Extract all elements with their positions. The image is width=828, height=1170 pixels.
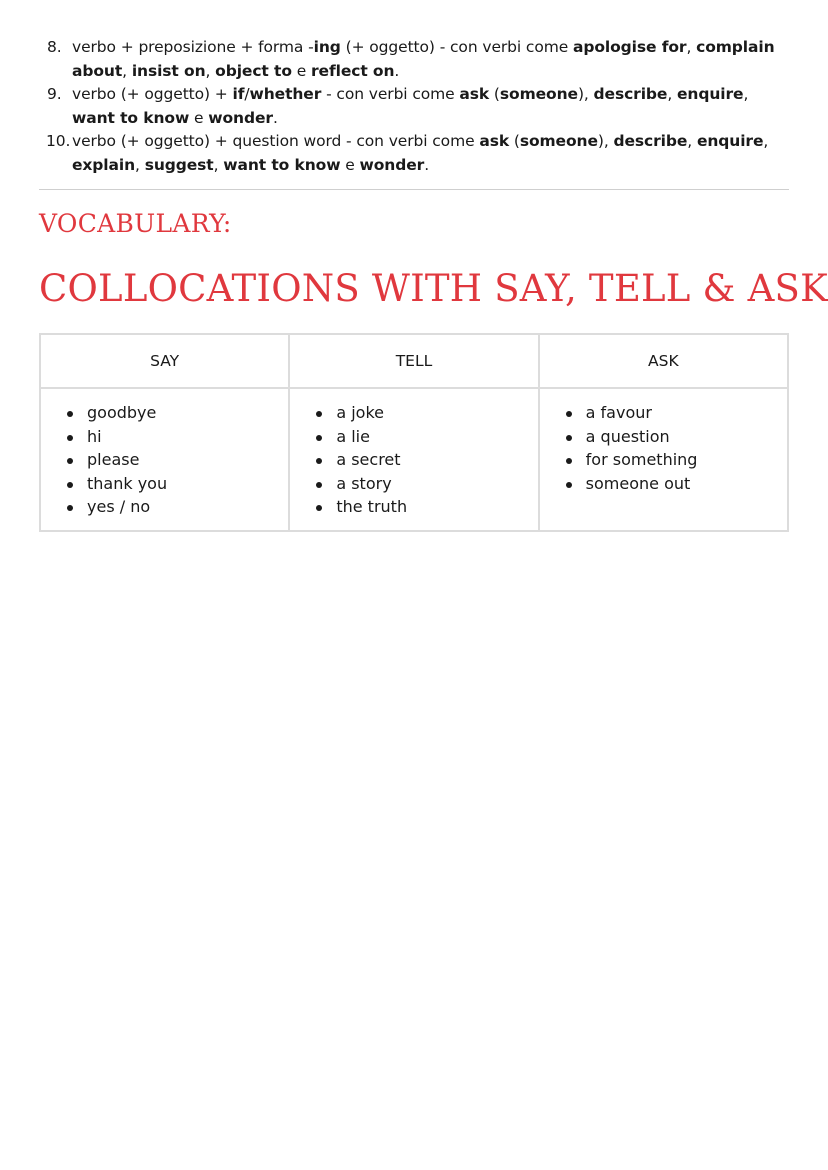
say-list <box>41 401 288 519</box>
ask-cell <box>539 388 788 531</box>
rule-keyword: enquire <box>696 132 764 150</box>
rule-item <box>39 130 789 177</box>
collocations-table <box>39 333 789 532</box>
rule-keyword: reflect on <box>311 61 395 80</box>
rule-segment: , <box>686 38 697 56</box>
rule-keyword: ask <box>479 132 510 150</box>
rule-keyword: if <box>232 85 245 103</box>
rule-item <box>39 36 789 83</box>
rule-segment: e <box>189 108 209 127</box>
rule-keyword: describe <box>593 85 668 103</box>
rule-segment: - con verbi come <box>321 85 460 103</box>
list-item: a lie <box>290 425 537 449</box>
vocabulary-label: VOCABULARY: <box>39 209 232 238</box>
rule-keyword: want to know <box>72 108 190 127</box>
rule-keyword: explain <box>72 155 136 174</box>
list-item: someone out <box>540 472 787 496</box>
list-item: yes / no <box>41 495 288 519</box>
rule-segment: e <box>291 61 311 80</box>
list-item: please <box>41 448 288 472</box>
document-page <box>39 36 828 532</box>
list-item: a favour <box>540 401 787 425</box>
list-item: goodbye <box>41 401 288 425</box>
rule-segment: , <box>122 61 132 80</box>
list-item: a secret <box>290 448 537 472</box>
column-header-say: SAY <box>40 334 289 388</box>
rule-keyword: apologise for <box>573 38 687 56</box>
rule-keyword: ing <box>313 38 341 56</box>
rule-number: 10. <box>46 132 71 150</box>
column-header-tell: TELL <box>289 334 538 388</box>
rule-keyword: insist on <box>131 61 206 80</box>
rule-segment: . <box>394 61 400 80</box>
rule-segment: , <box>687 132 697 150</box>
list-item: for something <box>540 448 787 472</box>
list-item: the truth <box>290 495 537 519</box>
rule-text <box>72 38 775 80</box>
rule-segment: , <box>763 132 769 150</box>
rule-segment: ), <box>577 85 594 103</box>
table-row <box>40 388 788 531</box>
rule-keyword: describe <box>613 132 688 150</box>
rule-keyword: wonder <box>208 108 273 127</box>
rule-keyword: complain about <box>72 38 775 80</box>
rule-keyword: suggest <box>144 155 214 174</box>
rule-keyword: someone <box>519 132 598 150</box>
rule-keyword: enquire <box>677 85 744 103</box>
list-item: hi <box>41 425 288 449</box>
rule-segment: verbo (+ oggetto) + question word - con verbi come <box>72 132 480 150</box>
rule-number: 8. <box>47 38 62 56</box>
rule-text <box>72 132 768 174</box>
rule-segment: verbo + preposizione + forma - <box>72 38 314 56</box>
tell-cell <box>289 388 538 531</box>
rule-segment: . <box>272 108 278 127</box>
rule-segment: e <box>340 155 360 174</box>
rule-keyword: someone <box>499 85 578 103</box>
rules-list <box>39 36 789 177</box>
say-cell <box>40 388 289 531</box>
list-item: thank you <box>41 472 288 496</box>
rule-keyword: wonder <box>359 155 425 174</box>
tell-list <box>290 401 537 519</box>
rule-segment: . <box>424 155 430 174</box>
rule-segment: verbo (+ oggetto) + <box>72 85 233 103</box>
rule-keyword: want to know <box>223 155 341 174</box>
rule-segment: , <box>667 85 677 103</box>
page-title: COLLOCATIONS WITH SAY, TELL & ASK <box>39 267 828 310</box>
rule-segment: , <box>213 155 224 174</box>
rule-segment: / <box>244 85 250 103</box>
list-item: a joke <box>290 401 537 425</box>
rule-segment: ), <box>597 132 614 150</box>
list-item: a question <box>540 425 787 449</box>
rule-text <box>72 85 748 127</box>
rule-number: 9. <box>47 85 62 103</box>
rule-keyword: object to <box>215 61 292 80</box>
list-item: a story <box>290 472 537 496</box>
rule-segment: , <box>743 85 749 103</box>
rule-item <box>39 83 789 130</box>
rule-segment: ( <box>489 85 500 103</box>
rule-segment: , <box>205 61 216 80</box>
rule-keyword: whether <box>249 85 322 103</box>
rule-keyword: ask <box>459 85 490 103</box>
rule-segment: (+ oggetto) - con verbi come <box>340 38 573 56</box>
column-header-ask: ASK <box>539 334 788 388</box>
ask-list <box>540 401 787 495</box>
rule-segment: ( <box>509 132 520 150</box>
rule-segment: , <box>135 155 145 174</box>
table-header-row <box>40 334 788 388</box>
section-divider <box>39 189 789 190</box>
